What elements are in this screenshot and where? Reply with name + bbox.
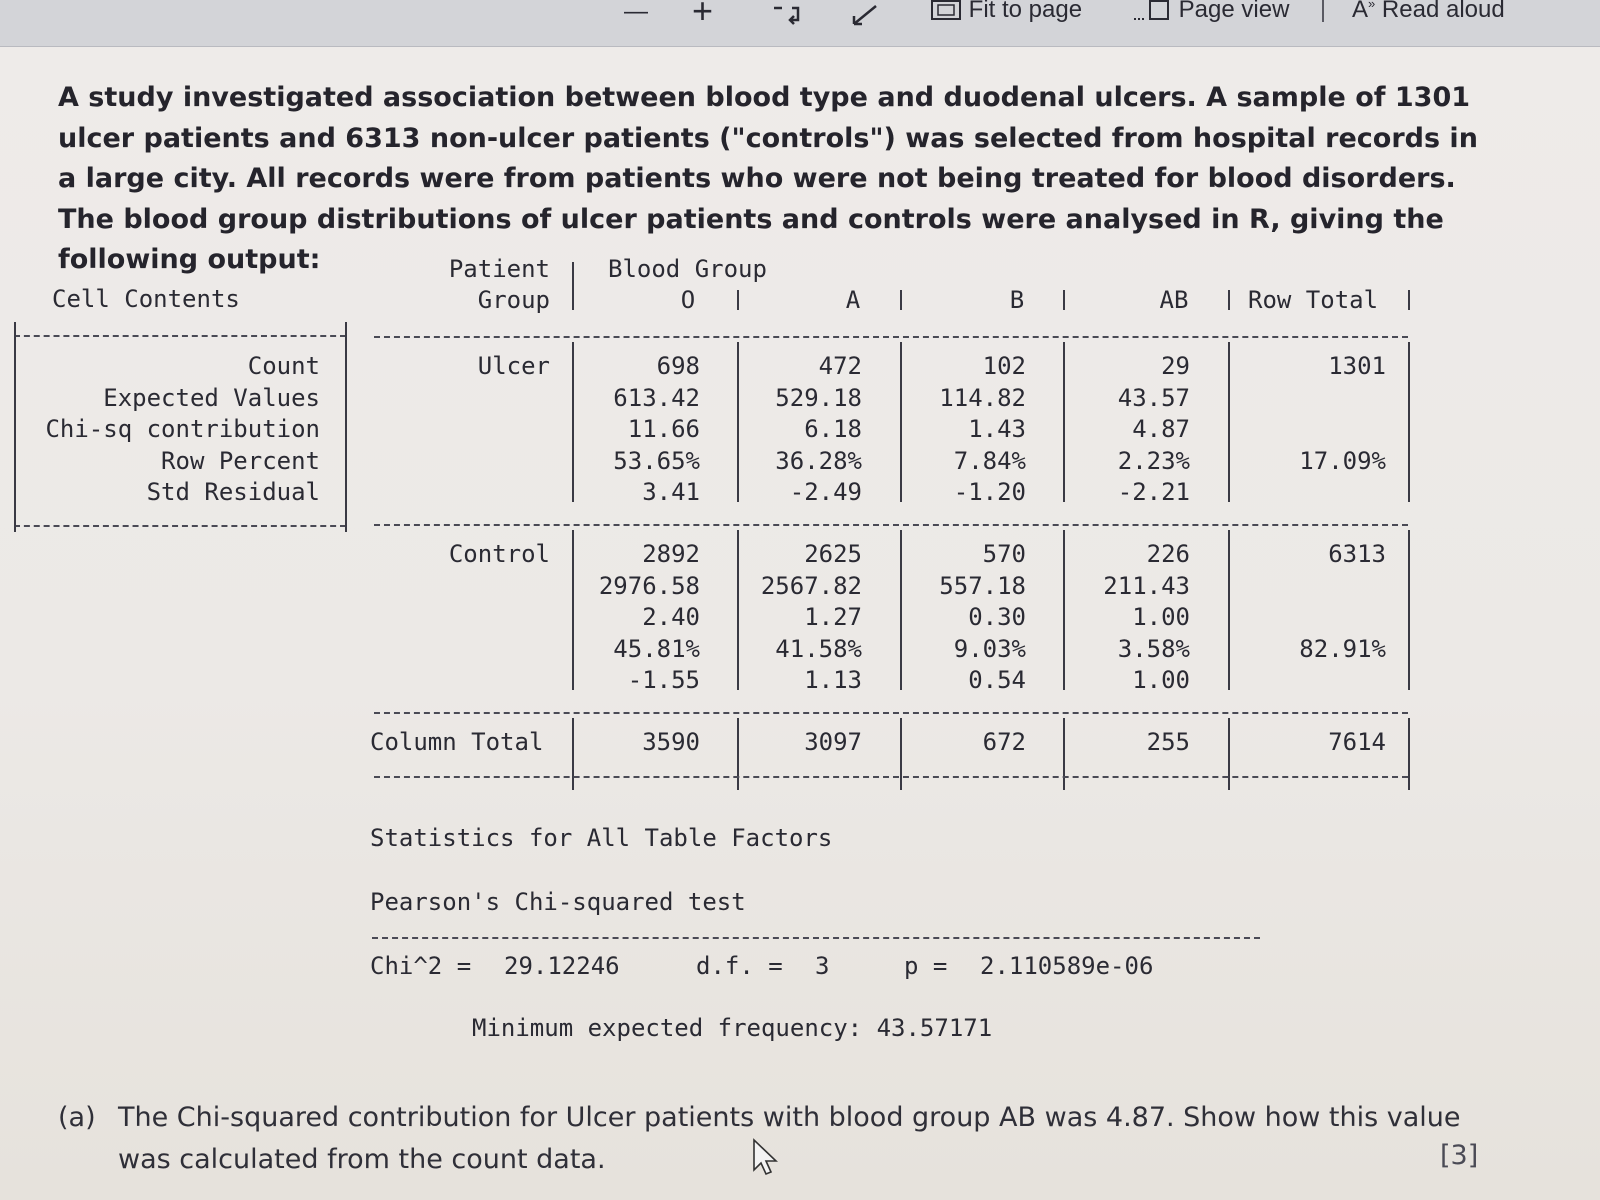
table-column-separator <box>1408 342 1410 502</box>
question-label: (a) <box>58 1102 96 1133</box>
row-label-control: Control <box>448 540 550 568</box>
table-column-separator <box>737 718 739 790</box>
cell-contents-title: Cell Contents <box>52 285 240 313</box>
cell-contents-item: Chi-sq contribution <box>45 415 320 443</box>
table-column-separator <box>345 322 347 532</box>
intro-paragraph: A study investigated association between blood type and duodenal ulcers. A sample of 1301 ulcer patients and 6313 non-ulcer patients ("controls") was selected from hospital records in a large city. All records were from patients who were not being treated for blood disorders. The blood group distributions of ulcer patients and controls were analysed in R, giving the following output: <box>58 82 1478 275</box>
cursor-icon <box>752 1138 782 1178</box>
table-cell: 472 <box>818 352 862 380</box>
table-column-separator <box>572 262 574 310</box>
table-dashed-rule <box>14 335 346 337</box>
table-cell: 557.18 <box>939 571 1026 600</box>
table-cell: 2567.82 <box>760 571 862 600</box>
table-cell: 226 <box>1146 540 1190 568</box>
cell-contents-item: Count <box>247 352 320 380</box>
table-column-separator <box>572 342 574 502</box>
table-cell: 0.30 <box>968 603 1026 631</box>
table-column-separator <box>1063 342 1065 502</box>
table-cell: -1.55 <box>627 666 700 694</box>
table-cell: 29 <box>1161 352 1190 380</box>
toolbar-divider <box>1322 0 1324 22</box>
table-cell: 1.13 <box>804 666 862 694</box>
row-percent: 17.09% <box>1299 446 1386 475</box>
minus-icon: — <box>624 0 648 25</box>
table-column-separator <box>572 530 574 690</box>
table-column-separator <box>1228 718 1230 790</box>
grand-total: 7614 <box>1328 728 1386 756</box>
plus-icon: + <box>692 0 714 31</box>
table-column-separator <box>1408 530 1410 690</box>
fit-to-page-label: Fit to page <box>968 0 1083 23</box>
table-column-separator <box>1063 718 1065 790</box>
table-cell: 9.03% <box>953 634 1026 663</box>
patient-header: Patient <box>448 255 550 283</box>
table-cell: 43.57 <box>1117 383 1190 412</box>
table-column-separator <box>1408 290 1410 310</box>
table-cell: 0.54 <box>968 666 1026 694</box>
table-column-separator <box>572 718 574 790</box>
table-cell: -2.49 <box>789 478 862 506</box>
cell-contents-item: Row Percent <box>161 446 320 475</box>
p-value: 2.110589e-06 <box>980 952 1154 980</box>
p-label: p = <box>904 952 948 980</box>
table-dashed-rule <box>14 525 346 527</box>
row-label-ulcer: Ulcer <box>477 352 550 380</box>
row-percent: 82.91% <box>1299 634 1386 663</box>
table-cell: -2.21 <box>1117 478 1190 506</box>
table-dashed-rule <box>374 776 1408 778</box>
table-cell: 2625 <box>804 540 862 568</box>
page-view-button[interactable] <box>1132 0 1289 24</box>
column-total: 3097 <box>804 728 862 756</box>
table-cell: 529.18 <box>775 383 862 412</box>
table-dashed-rule <box>374 524 1408 526</box>
rotate-icon <box>770 4 802 26</box>
cell-contents-item: Std Residual <box>146 478 320 506</box>
table-cell: 2892 <box>642 540 700 568</box>
df-label: d.f. = <box>696 952 783 980</box>
chi-label: Chi^2 = <box>370 952 472 980</box>
table-column-separator <box>14 322 16 532</box>
column-header-b: B <box>1009 286 1025 314</box>
draw-button[interactable] <box>850 0 880 28</box>
table-cell: 114.82 <box>939 383 1026 412</box>
page-view-icon <box>1132 0 1172 23</box>
table-column-separator <box>900 342 902 502</box>
table-cell: 211.43 <box>1103 571 1190 600</box>
group-header: Group <box>477 286 550 314</box>
table-cell: 3.58% <box>1117 634 1190 663</box>
read-aloud-button[interactable] <box>1352 0 1505 24</box>
table-column-separator <box>1228 290 1230 310</box>
table-cell: 3.41 <box>642 478 700 506</box>
page-view-label: Page view <box>1178 0 1290 23</box>
reader-toolbar <box>0 0 1600 47</box>
read-aloud-icon: A» <box>1352 0 1376 23</box>
column-total-label: Column Total <box>370 728 544 756</box>
zoom-out-button[interactable] <box>624 0 648 26</box>
table-cell: 6.18 <box>804 415 862 443</box>
table-column-separator <box>737 290 739 310</box>
table-cell: 11.66 <box>627 415 700 443</box>
table-cell: 41.58% <box>775 634 862 663</box>
table-column-separator <box>900 290 902 310</box>
table-cell: 4.87 <box>1132 415 1190 443</box>
table-column-separator <box>1228 530 1230 690</box>
blood-group-header: Blood Group <box>608 255 767 283</box>
table-cell: -1.20 <box>953 478 1026 506</box>
table-dashed-rule <box>374 712 1408 714</box>
table-cell: 102 <box>982 352 1026 380</box>
table-cell: 2.23% <box>1117 446 1190 475</box>
column-header-a: A <box>845 286 861 314</box>
column-header-ab: AB <box>1159 286 1189 314</box>
table-cell: 45.81% <box>613 634 700 663</box>
table-cell: 36.28% <box>775 446 862 475</box>
row-total: 1301 <box>1328 352 1386 380</box>
question-text: The Chi-squared contribution for Ulcer patients with blood group AB was 4.87. Show how this value was calculated from the count data. <box>118 1102 1461 1175</box>
table-column-separator <box>737 530 739 690</box>
test-name: Pearson's Chi-squared test <box>370 888 746 916</box>
table-cell: 1.00 <box>1132 603 1190 631</box>
table-cell: 1.00 <box>1132 666 1190 694</box>
stats-divider <box>372 937 1260 939</box>
cell-contents-item: Expected Values <box>103 383 320 412</box>
table-cell: 2.40 <box>642 603 700 631</box>
pen-icon <box>850 4 880 26</box>
mouse-cursor <box>752 1138 782 1183</box>
column-total: 255 <box>1146 728 1190 756</box>
min-expected: Minimum expected frequency: 43.57171 <box>472 1014 993 1042</box>
column-header-o: O <box>680 286 696 314</box>
chi-value: 29.12246 <box>504 952 620 980</box>
table-column-separator <box>900 718 902 790</box>
table-column-separator <box>1228 342 1230 502</box>
table-cell: 1.43 <box>968 415 1026 443</box>
table-column-separator <box>1408 718 1410 790</box>
table-column-separator <box>1063 290 1065 310</box>
zoom-in-button[interactable] <box>692 0 713 32</box>
table-cell: 570 <box>982 540 1026 568</box>
marks-badge: [3] <box>1440 1140 1479 1171</box>
read-aloud-label: Read aloud <box>1381 0 1505 23</box>
rotate-button[interactable] <box>770 0 802 28</box>
row-total: 6313 <box>1328 540 1386 568</box>
table-cell: 1.27 <box>804 603 862 631</box>
row-total-header: Row Total <box>1248 286 1379 314</box>
table-cell: 2976.58 <box>598 571 700 600</box>
fit-to-page-button[interactable] <box>930 0 1082 24</box>
table-cell: 53.65% <box>613 446 700 475</box>
table-column-separator <box>1063 530 1065 690</box>
table-column-separator <box>900 530 902 690</box>
table-dashed-rule <box>374 336 1408 338</box>
df-value: 3 <box>815 952 830 980</box>
column-total: 3590 <box>642 728 700 756</box>
fit-page-icon <box>930 0 962 23</box>
table-cell: 698 <box>656 352 700 380</box>
table-cell: 613.42 <box>613 383 700 412</box>
stats-header: Statistics for All Table Factors <box>370 824 833 852</box>
table-column-separator <box>737 342 739 502</box>
table-cell: 7.84% <box>953 446 1026 475</box>
column-total: 672 <box>982 728 1026 756</box>
